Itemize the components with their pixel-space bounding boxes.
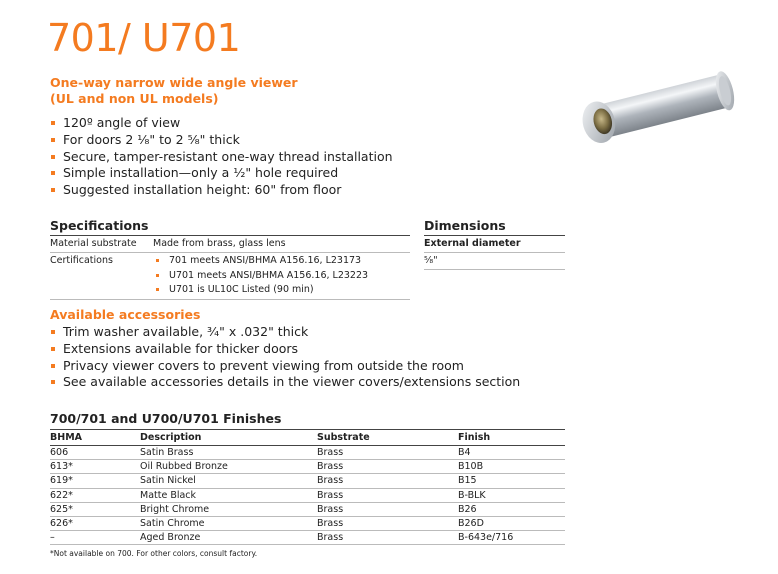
bhma-cell: – xyxy=(50,531,140,545)
feature-item: Simple installation—only a ¹⁄₂" hole required xyxy=(50,165,393,182)
table-row xyxy=(50,517,565,531)
finish-cell: B-643e/716 xyxy=(458,531,565,545)
specifications-table xyxy=(50,235,410,300)
feature-item: Secure, tamper-resistant one-way thread installation xyxy=(50,149,393,166)
table-row xyxy=(50,488,565,502)
accessory-item: Trim washer available, ³⁄₄" x .032" thick xyxy=(50,324,520,341)
table-row xyxy=(50,502,565,516)
accessory-item: Privacy viewer covers to prevent viewing from outside the room xyxy=(50,358,520,375)
spec-value: Made from brass, glass lens xyxy=(153,236,410,253)
certification-item: U701 meets ANSI/BHMA A156.16, L23223 xyxy=(153,269,410,284)
description-cell: Satin Nickel xyxy=(140,474,317,488)
substrate-cell: Brass xyxy=(317,517,458,531)
bhma-cell: 619* xyxy=(50,474,140,488)
certification-list xyxy=(153,254,410,298)
column-header-description: Description xyxy=(140,430,317,446)
column-header-finish: Finish xyxy=(458,430,565,446)
bhma-cell: 613* xyxy=(50,460,140,474)
feature-item: For doors 2 ¹⁄₈" to 2 ⁵⁄₈" thick xyxy=(50,132,393,149)
dimension-value: ⁵⁄₈" xyxy=(424,253,565,270)
description-cell: Matte Black xyxy=(140,488,317,502)
description-cell: Aged Bronze xyxy=(140,531,317,545)
description-cell: Satin Brass xyxy=(140,446,317,460)
table-row xyxy=(50,460,565,474)
certification-item: 701 meets ANSI/BHMA A156.16, L23173 xyxy=(153,254,410,269)
finish-cell: B-BLK xyxy=(458,488,565,502)
accessories-heading: Available accessories xyxy=(50,307,201,322)
subtitle-line-1: One-way narrow wide angle viewer xyxy=(50,75,298,90)
accessory-item: See available accessories details in the viewer covers/extensions section xyxy=(50,374,520,391)
table-row xyxy=(50,446,565,460)
table-header-row xyxy=(50,430,565,446)
table-row xyxy=(424,253,565,270)
product-subtitle xyxy=(50,75,298,107)
bhma-cell: 622* xyxy=(50,488,140,502)
substrate-cell: Brass xyxy=(317,502,458,516)
finish-cell: B26D xyxy=(458,517,565,531)
bhma-cell: 625* xyxy=(50,502,140,516)
finish-cell: B4 xyxy=(458,446,565,460)
table-row xyxy=(50,253,410,300)
finish-cell: B10B xyxy=(458,460,565,474)
table-row xyxy=(50,474,565,488)
specifications-heading: Specifications xyxy=(50,218,149,233)
description-cell: Satin Chrome xyxy=(140,517,317,531)
finish-cell: B15 xyxy=(458,474,565,488)
spec-label: Material substrate xyxy=(50,236,153,253)
column-header-substrate: Substrate xyxy=(317,430,458,446)
accessories-list xyxy=(50,324,520,391)
dimensions-table xyxy=(424,235,565,270)
substrate-cell: Brass xyxy=(317,446,458,460)
finishes-heading: 700/701 and U700/U701 Finishes xyxy=(50,411,282,426)
column-header-bhma: BHMA xyxy=(50,430,140,446)
substrate-cell: Brass xyxy=(317,474,458,488)
description-cell: Bright Chrome xyxy=(140,502,317,516)
finish-cell: B26 xyxy=(458,502,565,516)
bhma-cell: 626* xyxy=(50,517,140,531)
description-cell: Oil Rubbed Bronze xyxy=(140,460,317,474)
substrate-cell: Brass xyxy=(317,488,458,502)
footnote: *Not available on 700. For other colors, consult factory. xyxy=(50,549,258,558)
spec-label: Certifications xyxy=(50,253,153,300)
bhma-cell: 606 xyxy=(50,446,140,460)
dimension-label: External diameter xyxy=(424,236,565,253)
feature-item: 120º angle of view xyxy=(50,115,393,132)
substrate-cell: Brass xyxy=(317,531,458,545)
table-row xyxy=(50,531,565,545)
feature-list xyxy=(50,115,393,199)
page-title: 701/ U701 xyxy=(47,16,241,60)
table-row xyxy=(424,236,565,253)
accessory-item: Extensions available for thicker doors xyxy=(50,341,520,358)
door-viewer-product-image xyxy=(575,62,745,152)
table-row xyxy=(50,236,410,253)
finishes-table xyxy=(50,429,565,545)
dimensions-heading: Dimensions xyxy=(424,218,506,233)
subtitle-line-2: (UL and non UL models) xyxy=(50,91,219,106)
spec-value xyxy=(153,253,410,300)
substrate-cell: Brass xyxy=(317,460,458,474)
certification-item: U701 is UL10C Listed (90 min) xyxy=(153,283,410,298)
feature-item: Suggested installation height: 60" from floor xyxy=(50,182,393,199)
